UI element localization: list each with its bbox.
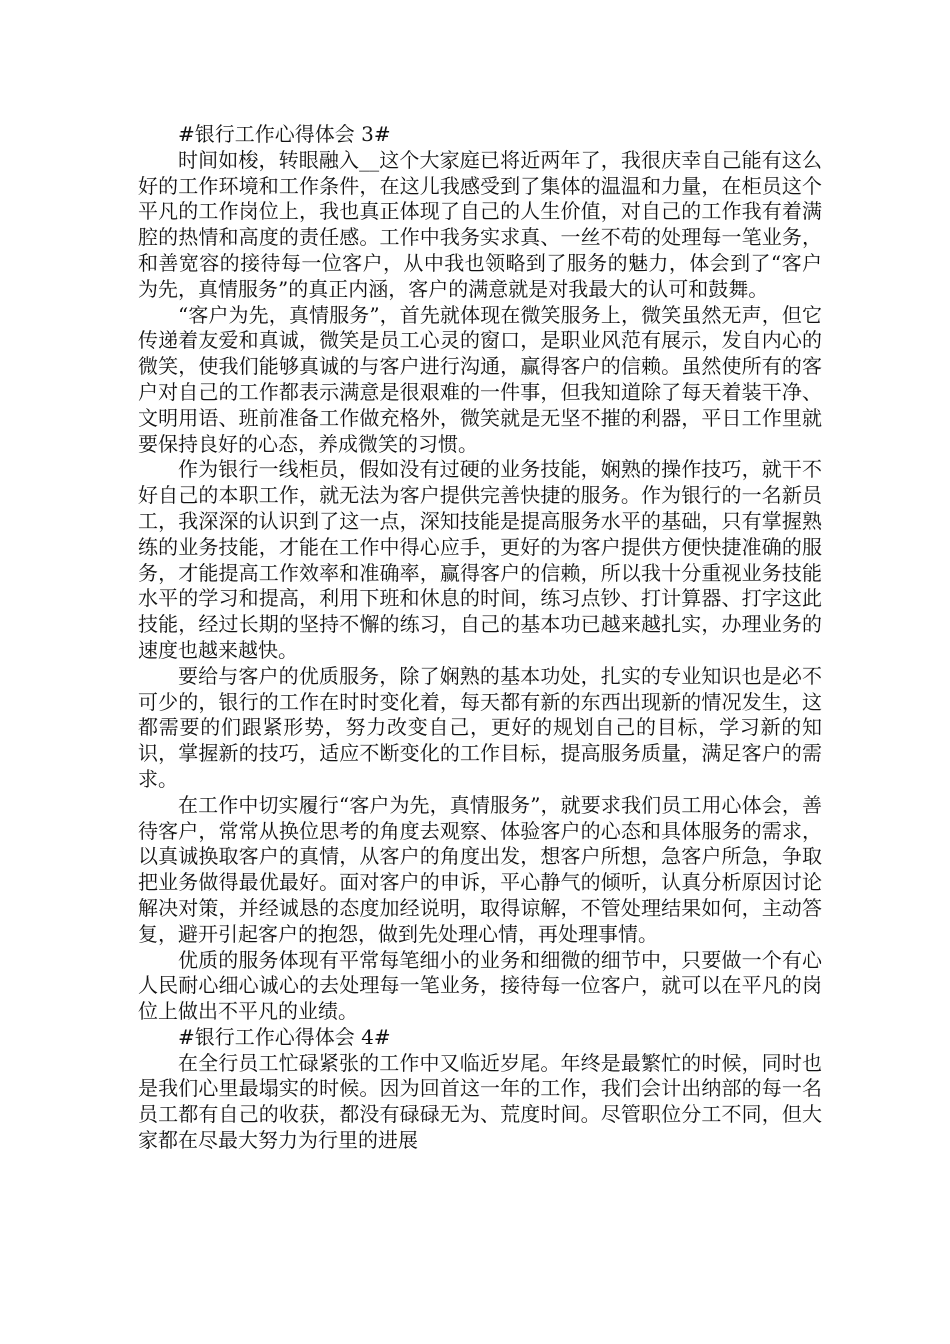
paragraph: 作为银行一线柜员，假如没有过硬的业务技能，娴熟的操作技巧，就干不好自己的本职工作，就无法为客户提供完善快捷的服务。作为银行的一名新员工，我深深的认识到了这一点，深知技能是提高服务水平的基础，只有掌握熟练的业务技能，才能在工作中得心应手，更好的为客户提供方便快捷准确的服务，才能提高工作效率和准确率，赢得客户的信赖，所以我十分重视业务技能水平的学习和提高，利用下班和休息的时间，练习点钞、打计算器、打字这此技能，经过长期的坚持不懈的练习，自己的基本功已越来越扎实，办理业务的速度也越来越快。 <box>138 457 822 662</box>
paragraph: 要给与客户的优质服务，除了娴熟的基本功处，扎实的专业知识也是必不可少的，银行的工作在时时变化着，每天都有新的东西出现新的情况发生，这都需要的们跟紧形势，努力改变自己，更好的规划自己的目标，学习新的知识，掌握新的技巧，适应不断变化的工作目标，提高服务质量，满足客户的需求。 <box>138 663 822 791</box>
paragraph: 在工作中切实履行“客户为先，真情服务”，就要求我们员工用心体会，善待客户，常常从换位思考的角度去观察、体验客户的心态和具体服务的需求，以真诚换取客户的真情，从客户的角度出发，想客户所想，急客户所急，争取把业务做得最优最好。面对客户的申诉，平心静气的倾听，认真分析原因讨论解决对策，并经诚恳的态度加经说明，取得谅解，不管处理结果如何，主动答复，避开引起客户的抱怨，做到先处理心情，再处理事情。 <box>138 792 822 946</box>
document-body <box>138 122 822 1154</box>
section-heading-3: #银行工作心得体会 3# <box>178 122 391 146</box>
paragraph: 时间如梭，转眼融入__这个大家庭已将近两年了，我很庆幸自己能有这么好的工作环境和工作条件，在这儿我感受到了集体的温温和力量，在柜员这个平凡的工作岗位上，我也真正体现了自己的人生价值，对自己的工作我有着满腔的热情和高度的责任感。工作中我务实求真、一丝不苟的处理每一笔业务，和善宽容的接待每一位客户，从中我也领略到了服务的魅力，体会到了“客户为先，真情服务”的真正内涵，客户的满意就是对我最大的认可和鼓舞。 <box>138 147 822 301</box>
paragraph: 在全行员工忙碌紧张的工作中又临近岁尾。年终是最繁忙的时候，同时也是我们心里最塌实的时候。因为回首这一年的工作，我们会计出纳部的每一名员工都有自己的收获，都没有碌碌无为、荒度时间。尽管职位分工不同，但大家都在尽最大努力为行里的进展 <box>138 1050 822 1153</box>
paragraph: “客户为先，真情服务”，首先就体现在微笑服务上，微笑虽然无声，但它传递着友爱和真诚，微笑是员工心灵的窗口，是职业风范有展示，发自内心的微笑，使我们能够真诚的与客户进行沟通，赢得客户的信赖。虽然使所有的客户对自己的工作都表示满意是很艰难的一件事，但我知道除了每天着装干净、文明用语、班前准备工作做充格外，微笑就是无坚不摧的利器，平日工作里就要保持良好的心态，养成微笑的习惯。 <box>138 302 822 456</box>
paragraph: 优质的服务体现有平常每笔细小的业务和细微的细节中，只要做一个有心人民耐心细心诚心的去处理每一笔业务，接待每一位客户，就可以在平凡的岗位上做出不平凡的业绩。 <box>138 947 822 1024</box>
section-heading-4: #银行工作心得体会 4# <box>178 1024 391 1049</box>
